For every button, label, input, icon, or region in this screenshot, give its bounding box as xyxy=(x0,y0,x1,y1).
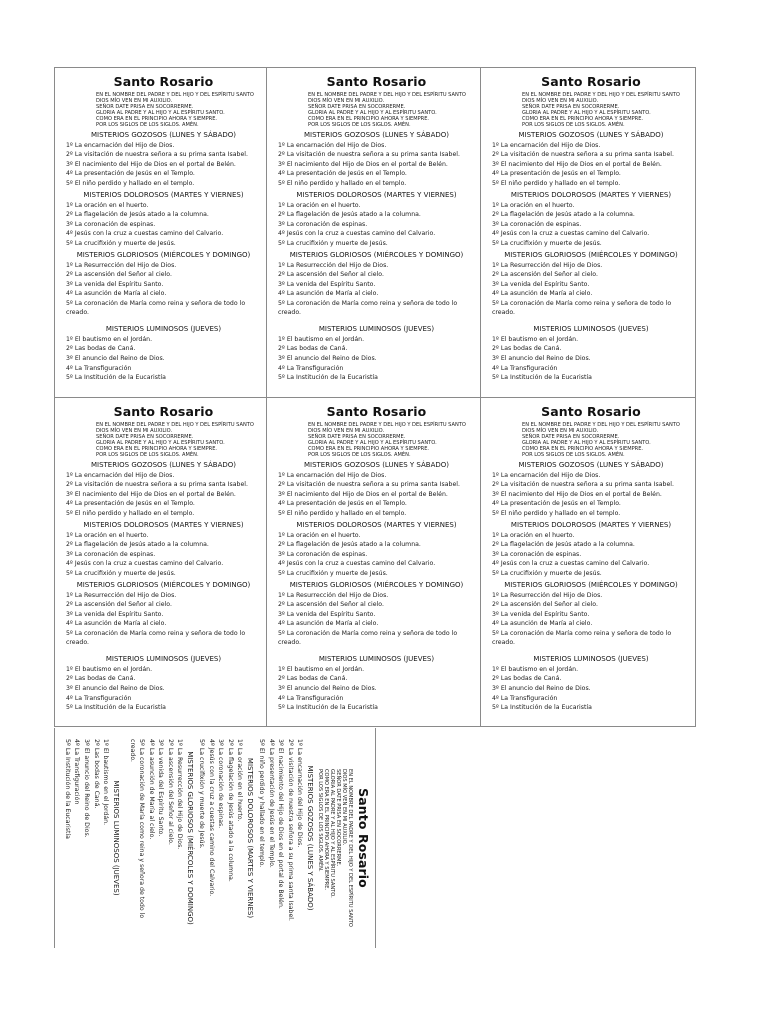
mystery-item: 4º Jesús con la cruz a cuestas camino del Calvario. xyxy=(492,230,650,238)
mystery-item: 3º La coronación de espinas. xyxy=(66,220,156,228)
mystery-item: 4º La asunción de María al cielo. xyxy=(66,290,167,298)
card-title: Santo Rosario xyxy=(541,404,641,419)
mystery-item: 3º La coronación de espinas. xyxy=(278,220,368,228)
card-title: Santo Rosario xyxy=(541,74,641,89)
mystery-item: 2º La visitación de nuestra señora a su prima santa Isabel. xyxy=(286,739,294,921)
mystery-item: 1º La encarnación del Hijo de Dios. xyxy=(492,141,601,149)
mystery-item: 3º La venida del Espíritu Santo. xyxy=(157,739,165,837)
rosary-card xyxy=(267,398,481,726)
prayer-line: SEÑOR DATE PRISA EN SOCORRERME. xyxy=(522,434,620,441)
mystery-item: 4º La Transfiguración xyxy=(66,364,132,372)
prayer-line: DIOS MÍO VEN EN MI AUXILIO. xyxy=(96,428,173,435)
card-title: Santo Rosario xyxy=(326,404,427,419)
mystery-item: 1º La oración en el huerto. xyxy=(492,201,575,209)
mystery-item: 1º La encarnación del Hijo de Dios. xyxy=(278,141,387,149)
mystery-item: 1º El bautismo en el Jordán. xyxy=(492,335,579,343)
mystery-item: 3º La coronación de espinas. xyxy=(492,550,582,558)
mysteries-heading-luminosos: MISTERIOS LUMINOSOS (JUEVES) xyxy=(318,654,435,663)
prayer-line: POR LOS SIGLOS DE LOS SIGLOS. AMÉN. xyxy=(308,122,411,129)
mystery-item: 2º Las bodas de Caná. xyxy=(278,675,348,683)
mystery-item: 4º La Transfiguración xyxy=(278,364,344,372)
mystery-item: 3º El anuncio del Reino de Dios. xyxy=(492,685,591,693)
mystery-item: 4º La asunción de María al cielo. xyxy=(492,290,593,298)
mystery-item: 3º El anuncio del Reino de Dios. xyxy=(66,685,165,693)
mystery-item: 3º La coronación de espinas. xyxy=(278,550,368,558)
prayer-line: DIOS MÍO VEN EN MI AUXILIO. xyxy=(96,98,173,105)
mystery-item: 3º La coronación de espinas. xyxy=(492,220,582,228)
mysteries-heading-gloriosos: MISTERIOS GLORIOSOS (MIÉRCOLES Y DOMINGO) xyxy=(76,580,251,589)
rosary-card xyxy=(55,398,267,726)
mystery-item: 4º Jesús con la cruz a cuestas camino del Calvario. xyxy=(66,230,224,238)
mystery-item: 3º El anuncio del Reino de Dios. xyxy=(278,685,377,693)
mystery-item: 2º La flagelación de Jesús atado a la columna. xyxy=(492,211,635,219)
mysteries-heading-gloriosos: MISTERIOS GLORIOSOS (MIÉRCOLES Y DOMINGO) xyxy=(289,250,464,259)
prayer-line: DIOS MÍO VEN EN MI AUXILIO. xyxy=(308,98,385,105)
mystery-item: 2º La ascensión del Señor al cielo. xyxy=(278,601,384,609)
mysteries-heading-luminosos: MISTERIOS LUMINOSOS (JUEVES) xyxy=(318,324,435,333)
mystery-item: 3º La venida del Espíritu Santo. xyxy=(278,610,376,618)
mystery-item: 5º El niño perdido y hallado en el templo. xyxy=(278,179,407,187)
prayer-line: EN EL NOMBRE DEL PADRE Y DEL HIJO Y DEL ESPÍRITU SANTO xyxy=(347,769,353,927)
prayer-line: GLORIA AL PADRE Y AL HIJO Y AL ESPÍRITU SANTO. xyxy=(96,440,225,447)
mysteries-heading-luminosos: MISTERIOS LUMINOSOS (JUEVES) xyxy=(105,324,222,333)
mystery-item: 3º El nacimiento del Hijo de Dios en el portal de Belén. xyxy=(492,160,662,168)
prayer-line: POR LOS SIGLOS DE LOS SIGLOS. AMÉN. xyxy=(522,452,625,459)
mystery-item: 5º El niño perdido y hallado en el templo. xyxy=(258,739,266,868)
mystery-item: 4º La Transfiguración xyxy=(492,694,558,702)
mystery-item: 2º La flagelación de Jesús atado a la columna. xyxy=(226,739,234,882)
mystery-item: 5º La crucifixión y muerte de Jesús. xyxy=(492,569,602,577)
mystery-item: 5º La coronación de María como reina y señora de todo lo creado. xyxy=(66,629,246,646)
mystery-item: 5º La coronación de María como reina y señora de todo lo creado. xyxy=(278,629,458,646)
mystery-item: 1º La Resurrección del Hijo de Dios. xyxy=(278,261,389,269)
opening-prayer xyxy=(522,422,690,459)
prayer-line: SEÑOR DATE PRISA EN SOCORRERME. xyxy=(308,104,406,111)
mystery-item: 4º La asunción de María al cielo. xyxy=(66,620,167,628)
mystery-item: 2º La ascensión del Señor al cielo. xyxy=(66,601,172,609)
prayer-line: COMO ERA EN EL PRINCIPIO AHORA Y SIEMPRE. xyxy=(522,116,644,123)
opening-prayer xyxy=(308,422,475,459)
prayer-line: GLORIA AL PADRE Y AL HIJO Y AL ESPÍRITU SANTO. xyxy=(522,110,651,117)
mystery-item: 4º La presentación de Jesús en el Templo. xyxy=(492,500,621,508)
mystery-item: 3º El anuncio del Reino de Dios. xyxy=(66,355,165,363)
mystery-item: 1º El bautismo en el Jordán. xyxy=(278,335,365,343)
mystery-item: 2º La visitación de nuestra señora a su prima santa Isabel. xyxy=(278,151,460,159)
mystery-item: 1º La oración en el huerto. xyxy=(278,531,361,539)
rosary-card xyxy=(267,68,481,398)
mystery-item: 5º La crucifixión y muerte de Jesús. xyxy=(66,569,176,577)
mystery-item: 4º Jesús con la cruz a cuestas camino del Calvario. xyxy=(278,560,436,568)
mystery-item: 4º Jesús con la cruz a cuestas camino del Calvario. xyxy=(278,230,436,238)
prayer-line: POR LOS SIGLOS DE LOS SIGLOS. AMÉN. xyxy=(522,122,625,129)
prayer-line: EN EL NOMBRE DEL PADRE Y DEL HIJO Y DEL ESPÍRITU SANTO xyxy=(96,92,254,98)
card-title: Santo Rosario xyxy=(356,788,371,888)
mystery-item: 2º Las bodas de Caná. xyxy=(492,675,562,683)
mystery-item: 1º La encarnación del Hijo de Dios. xyxy=(66,471,175,479)
mystery-item: 3º La venida del Espíritu Santo. xyxy=(66,280,164,288)
mystery-item: 1º La Resurrección del Hijo de Dios. xyxy=(66,591,177,599)
mystery-item: 4º La Transfiguración xyxy=(492,364,558,372)
mystery-item: 4º La asunción de María al cielo. xyxy=(278,290,379,298)
prayer-line: GLORIA AL PADRE Y AL HIJO Y AL ESPÍRITU SANTO. xyxy=(308,110,437,117)
mysteries-heading-dolorosos: MISTERIOS DOLOROSOS (MARTES Y VIERNES) xyxy=(296,520,457,529)
mystery-item: 3º El nacimiento del Hijo de Dios en el portal de Belén. xyxy=(66,490,236,498)
prayer-line: SEÑOR DATE PRISA EN SOCORRERME. xyxy=(334,769,341,867)
opening-prayer xyxy=(96,422,261,459)
prayer-line: SEÑOR DATE PRISA EN SOCORRERME. xyxy=(96,434,194,441)
prayer-line: GLORIA AL PADRE Y AL HIJO Y AL ESPÍRITU SANTO. xyxy=(308,440,437,447)
mystery-item: 1º La encarnación del Hijo de Dios. xyxy=(66,141,175,149)
mysteries-heading-dolorosos: MISTERIOS DOLOROSOS (MARTES Y VIERNES) xyxy=(510,190,672,199)
mystery-item: 1º El bautismo en el Jordán. xyxy=(492,665,579,673)
card-title: Santo Rosario xyxy=(113,404,214,419)
mystery-item: 4º Jesús con la cruz a cuestas camino del Calvario. xyxy=(492,560,650,568)
mysteries-heading-gozosos: MISTERIOS GOZOSOS (LUNES Y SÁBADO) xyxy=(518,130,664,139)
prayer-line: EN EL NOMBRE DEL PADRE Y DEL HIJO Y DEL ESPÍRITU SANTO xyxy=(308,92,466,98)
prayer-line: EN EL NOMBRE DEL PADRE Y DEL HIJO Y DEL ESPÍRITU SANTO xyxy=(522,422,680,428)
mystery-item: 2º La flagelación de Jesús atado a la columna. xyxy=(278,211,421,219)
mystery-item: 5º La Institución de la Eucaristía xyxy=(492,704,592,712)
mystery-item: 4º La presentación de Jesús en el Templo. xyxy=(66,500,195,508)
prayer-line: DIOS MÍO VEN EN MI AUXILIO. xyxy=(522,428,599,435)
mystery-item: 1º La oración en el huerto. xyxy=(278,201,361,209)
mystery-item: 5º La Institución de la Eucaristía xyxy=(66,704,166,712)
mystery-item: 3º El nacimiento del Hijo de Dios en el portal de Belén. xyxy=(492,490,662,498)
mystery-item: 2º La visitación de nuestra señora a su prima santa Isabel. xyxy=(66,151,248,159)
mystery-item: 2º La visitación de nuestra señora a su prima santa Isabel. xyxy=(492,151,674,159)
mystery-item: 5º La coronación de María como reina y señora de todo lo creado. xyxy=(492,299,672,316)
mysteries-heading-gloriosos: MISTERIOS GLORIOSOS (MIÉRCOLES Y DOMINGO) xyxy=(504,250,678,259)
mystery-item: 1º La oración en el huerto. xyxy=(66,201,149,209)
mystery-item: 3º El nacimiento del Hijo de Dios en el portal de Belén. xyxy=(66,160,236,168)
mystery-item: 2º Las bodas de Caná. xyxy=(66,345,136,353)
mystery-item: 2º La ascensión del Señor al cielo. xyxy=(492,601,598,609)
mystery-item: 4º La asunción de María al cielo. xyxy=(278,620,379,628)
mysteries-heading-gozosos: MISTERIOS GOZOSOS (LUNES Y SÁBADO) xyxy=(306,765,315,911)
mysteries-heading-luminosos: MISTERIOS LUMINOSOS (JUEVES) xyxy=(533,324,649,333)
mystery-item: 4º La asunción de María al cielo. xyxy=(147,739,155,840)
prayer-card-sheet xyxy=(54,67,696,727)
mystery-item: 1º La oración en el huerto. xyxy=(236,739,244,822)
rosary-card xyxy=(481,68,695,398)
mysteries-heading-gozosos: MISTERIOS GOZOSOS (LUNES Y SÁBADO) xyxy=(303,130,450,139)
mysteries-heading-gozosos: MISTERIOS GOZOSOS (LUNES Y SÁBADO) xyxy=(90,460,237,469)
rosary-card xyxy=(55,68,267,398)
prayer-line: SEÑOR DATE PRISA EN SOCORRERME. xyxy=(308,434,406,441)
prayer-line: EN EL NOMBRE DEL PADRE Y DEL HIJO Y DEL ESPÍRITU SANTO xyxy=(96,422,254,428)
mysteries-heading-dolorosos: MISTERIOS DOLOROSOS (MARTES Y VIERNES) xyxy=(83,190,244,199)
opening-prayer xyxy=(316,769,353,937)
mystery-item: 1º El bautismo en el Jordán. xyxy=(278,665,365,673)
mysteries-heading-gloriosos: MISTERIOS GLORIOSOS (MIÉRCOLES Y DOMINGO) xyxy=(289,580,464,589)
mystery-item: 4º La asunción de María al cielo. xyxy=(492,620,593,628)
prayer-line: GLORIA AL PADRE Y AL HIJO Y AL ESPÍRITU SANTO. xyxy=(328,769,335,898)
mystery-item: 5º La Institución de la Eucaristía xyxy=(492,374,592,382)
mystery-item: 4º La presentación de Jesús en el Templo. xyxy=(278,500,407,508)
mystery-item: 4º La presentación de Jesús en el Templo. xyxy=(66,170,195,178)
mystery-item: 2º Las bodas de Caná. xyxy=(66,675,136,683)
mystery-item: 4º La Transfiguración xyxy=(66,694,132,702)
mystery-item: 2º La visitación de nuestra señora a su prima santa Isabel. xyxy=(278,481,460,489)
mystery-item: 4º La presentación de Jesús en el Templo. xyxy=(267,739,275,868)
mystery-item: 2º La ascensión del Señor al cielo. xyxy=(66,271,172,279)
mystery-item: 5º La coronación de María como reina y señora de todo lo creado. xyxy=(278,299,458,316)
mystery-item: 3º La venida del Espíritu Santo. xyxy=(278,280,376,288)
mystery-item: 1º La Resurrección del Hijo de Dios. xyxy=(66,261,177,269)
mysteries-heading-gozosos: MISTERIOS GOZOSOS (LUNES Y SÁBADO) xyxy=(518,460,664,469)
mystery-item: 5º La Institución de la Eucaristía xyxy=(278,374,378,382)
mystery-item: 4º Jesús con la cruz a cuestas camino del Calvario. xyxy=(207,739,215,897)
mysteries-heading-gloriosos: MISTERIOS GLORIOSOS (MIÉRCOLES Y DOMINGO) xyxy=(76,250,251,259)
opening-prayer xyxy=(96,92,261,129)
mystery-item: 3º El nacimiento del Hijo de Dios en el portal de Belén. xyxy=(278,490,448,498)
prayer-line: DIOS MÍO VEN EN MI AUXILIO. xyxy=(340,769,347,846)
prayer-line: POR LOS SIGLOS DE LOS SIGLOS. AMÉN. xyxy=(316,769,323,872)
mystery-item: 4º La Transfiguración xyxy=(73,739,81,805)
mystery-item: 2º Las bodas de Caná. xyxy=(92,739,100,809)
prayer-line: COMO ERA EN EL PRINCIPIO AHORA Y SIEMPRE. xyxy=(322,769,329,891)
mysteries-heading-luminosos: MISTERIOS LUMINOSOS (JUEVES) xyxy=(105,654,222,663)
mystery-item: 3º La coronación de espinas. xyxy=(66,550,156,558)
mystery-item: 5º La crucifixión y muerte de Jesús. xyxy=(278,239,388,247)
mystery-item: 4º La presentación de Jesús en el Templo. xyxy=(492,170,621,178)
rosary-card xyxy=(481,398,695,726)
mystery-item: 5º La coronación de María como reina y señora de todo lo creado. xyxy=(492,629,672,646)
mystery-item: 5º El niño perdido y hallado en el templo. xyxy=(492,509,621,517)
mysteries-heading-dolorosos: MISTERIOS DOLOROSOS (MARTES Y VIERNES) xyxy=(296,190,457,199)
mysteries-heading-gozosos: MISTERIOS GOZOSOS (LUNES Y SÁBADO) xyxy=(90,130,237,139)
mystery-item: 5º La crucifixión y muerte de Jesús. xyxy=(198,739,206,849)
mystery-item: 1º La Resurrección del Hijo de Dios. xyxy=(176,739,184,850)
mystery-item: 1º La encarnación del Hijo de Dios. xyxy=(278,471,387,479)
mystery-item: 3º El anuncio del Reino de Dios. xyxy=(278,355,377,363)
mysteries-heading-dolorosos: MISTERIOS DOLOROSOS (MARTES Y VIERNES) xyxy=(510,520,672,529)
mystery-item: 2º Las bodas de Caná. xyxy=(492,345,562,353)
mystery-item: 5º La crucifixión y muerte de Jesús. xyxy=(278,569,388,577)
prayer-line: EN EL NOMBRE DEL PADRE Y DEL HIJO Y DEL ESPÍRITU SANTO xyxy=(522,92,680,98)
rotated-card-area xyxy=(54,728,376,948)
mystery-item: 2º La flagelación de Jesús atado a la columna. xyxy=(278,541,421,549)
prayer-line: DIOS MÍO VEN EN MI AUXILIO. xyxy=(308,428,385,435)
mystery-item: 5º La Institución de la Eucaristía xyxy=(278,704,378,712)
mystery-item: 5º La coronación de María como reina y señora de todo lo creado. xyxy=(66,299,246,316)
mystery-item: 2º La flagelación de Jesús atado a la columna. xyxy=(66,541,209,549)
mystery-item: 1º La Resurrección del Hijo de Dios. xyxy=(492,591,603,599)
prayer-line: COMO ERA EN EL PRINCIPIO AHORA Y SIEMPRE. xyxy=(522,446,644,453)
mysteries-heading-luminosos: MISTERIOS LUMINOSOS (JUEVES) xyxy=(533,654,649,663)
prayer-line: GLORIA AL PADRE Y AL HIJO Y AL ESPÍRITU SANTO. xyxy=(96,110,225,117)
mystery-item: 1º La oración en el huerto. xyxy=(492,531,575,539)
mysteries-heading-gloriosos: MISTERIOS GLORIOSOS (MIÉRCOLES Y DOMINGO) xyxy=(504,580,678,589)
mystery-item: 2º Las bodas de Caná. xyxy=(278,345,348,353)
mystery-item: 4º La presentación de Jesús en el Templo. xyxy=(278,170,407,178)
mystery-item: 3º El nacimiento del Hijo de Dios en el portal de Belén. xyxy=(277,739,285,909)
mystery-item: 5º El niño perdido y hallado en el templo. xyxy=(66,179,195,187)
mystery-item: 2º La ascensión del Señor al cielo. xyxy=(166,739,174,845)
prayer-line: SEÑOR DATE PRISA EN SOCORRERME. xyxy=(96,104,194,111)
prayer-line: COMO ERA EN EL PRINCIPIO AHORA Y SIEMPRE. xyxy=(96,446,218,453)
prayer-line: COMO ERA EN EL PRINCIPIO AHORA Y SIEMPRE. xyxy=(96,116,218,123)
card-title: Santo Rosario xyxy=(113,74,214,89)
prayer-line: POR LOS SIGLOS DE LOS SIGLOS. AMÉN. xyxy=(96,452,199,459)
mystery-item: 5º La Institución de la Eucaristía xyxy=(66,374,166,382)
mystery-item: 5º El niño perdido y hallado en el templo. xyxy=(492,179,621,187)
prayer-line: POR LOS SIGLOS DE LOS SIGLOS. AMÉN. xyxy=(96,122,199,129)
mysteries-heading-gloriosos: MISTERIOS GLORIOSOS (MIÉRCOLES Y DOMINGO) xyxy=(186,751,195,925)
mysteries-heading-gozosos: MISTERIOS GOZOSOS (LUNES Y SÁBADO) xyxy=(303,460,450,469)
mystery-item: 3º La venida del Espíritu Santo. xyxy=(492,280,590,288)
mystery-item: 1º La Resurrección del Hijo de Dios. xyxy=(492,261,603,269)
prayer-line: DIOS MÍO VEN EN MI AUXILIO. xyxy=(522,98,599,105)
mystery-item: 3º El nacimiento del Hijo de Dios en el portal de Belén. xyxy=(278,160,448,168)
mystery-item: 1º La oración en el huerto. xyxy=(66,531,149,539)
prayer-line: SEÑOR DATE PRISA EN SOCORRERME. xyxy=(522,104,620,111)
mystery-item: 2º La ascensión del Señor al cielo. xyxy=(278,271,384,279)
mystery-item: 2º La visitación de nuestra señora a su prima santa Isabel. xyxy=(492,481,674,489)
prayer-line: EN EL NOMBRE DEL PADRE Y DEL HIJO Y DEL ESPÍRITU SANTO xyxy=(308,422,466,428)
opening-prayer xyxy=(308,92,475,129)
prayer-line: COMO ERA EN EL PRINCIPIO AHORA Y SIEMPRE. xyxy=(308,446,430,453)
mysteries-heading-luminosos: MISTERIOS LUMINOSOS (JUEVES) xyxy=(112,780,121,896)
mystery-item: 3º La venida del Espíritu Santo. xyxy=(66,610,164,618)
card-title: Santo Rosario xyxy=(326,74,427,89)
mystery-item: 1º El bautismo en el Jordán. xyxy=(66,335,153,343)
mystery-item: 5º La crucifixión y muerte de Jesús. xyxy=(492,239,602,247)
mystery-item: 3º La venida del Espíritu Santo. xyxy=(492,610,590,618)
opening-prayer xyxy=(522,92,690,129)
mystery-item: 5º La crucifixión y muerte de Jesús. xyxy=(66,239,176,247)
mystery-item: 3º El anuncio del Reino de Dios. xyxy=(82,739,90,838)
mystery-item: 5º El niño perdido y hallado en el templo. xyxy=(278,509,407,517)
mystery-item: 2º La flagelación de Jesús atado a la columna. xyxy=(66,211,209,219)
mysteries-heading-dolorosos: MISTERIOS DOLOROSOS (MARTES Y VIERNES) xyxy=(246,757,255,919)
mystery-item: 1º El bautismo en el Jordán. xyxy=(66,665,153,673)
mystery-item: 1º El bautismo en el Jordán. xyxy=(102,739,110,826)
mystery-item: 5º La coronación de María como reina y señora de todo lo creado. xyxy=(129,739,146,919)
mystery-item: 2º La flagelación de Jesús atado a la columna. xyxy=(492,541,635,549)
mystery-item: 1º La encarnación del Hijo de Dios. xyxy=(492,471,601,479)
mystery-item: 5º El niño perdido y hallado en el templo. xyxy=(66,509,195,517)
mysteries-heading-dolorosos: MISTERIOS DOLOROSOS (MARTES Y VIERNES) xyxy=(83,520,244,529)
mystery-item: 3º El anuncio del Reino de Dios. xyxy=(492,355,591,363)
mystery-item: 5º La Institución de la Eucaristía xyxy=(63,739,71,839)
prayer-line: GLORIA AL PADRE Y AL HIJO Y AL ESPÍRITU SANTO. xyxy=(522,440,651,447)
mystery-item: 4º La Transfiguración xyxy=(278,694,344,702)
mystery-item: 2º La ascensión del Señor al cielo. xyxy=(492,271,598,279)
mystery-item: 1º La encarnación del Hijo de Dios. xyxy=(296,739,304,848)
mystery-item: 3º La coronación de espinas. xyxy=(217,739,225,829)
mystery-item: 4º Jesús con la cruz a cuestas camino del Calvario. xyxy=(66,560,224,568)
mystery-item: 1º La Resurrección del Hijo de Dios. xyxy=(278,591,389,599)
rosary-card-rotated xyxy=(61,728,376,942)
prayer-line: COMO ERA EN EL PRINCIPIO AHORA Y SIEMPRE. xyxy=(308,116,430,123)
prayer-line: POR LOS SIGLOS DE LOS SIGLOS. AMÉN. xyxy=(308,452,411,459)
mystery-item: 2º La visitación de nuestra señora a su prima santa Isabel. xyxy=(66,481,248,489)
